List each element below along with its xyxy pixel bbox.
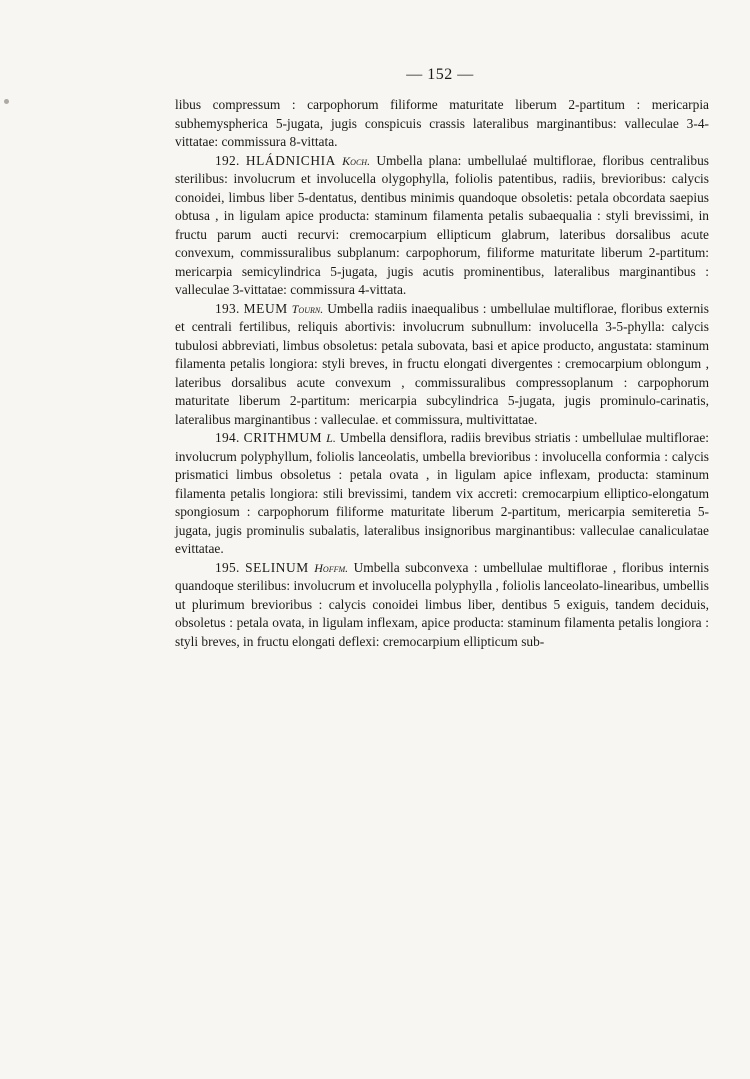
author-abbreviation: L. <box>326 431 336 445</box>
entry-meum <box>175 300 709 430</box>
paragraph-text: Umbella densiflora, radiis brevibus striatis : umbellulae multiflorae: involucrum polyphyllum, foliolis lanceolatis, umbella brevioribus : involucella conformia : calycis prismatici limbus obsoletus : petala ovata , in ligulam apice inflexam, producta: staminum filamenta petalis longiora: stili brevissimi, tandem vix accreti: cremocarpium elliptico-elongatum spongiosum : carpophorum filiforme maturitate liberum 2-partitum, mericarpia semiteretia 5-jugata, jugis prominulis subalatis, lateralibus insignoribus marginantibus: valleculae canaliculatae evittatae. <box>175 430 710 556</box>
author-abbreviation: Hoffm. <box>314 560 349 575</box>
paragraph-text: Umbella subconvexa : umbellulae multiflorae , floribus internis quandoque sterilibus: involucrum et involucella polyphylla , foliolis lanceolato-linearibus, umbellis ut plurimum brevioribus : calycis conoidei limbus liber, dentibus 5 exiguis, tandem deciduis, obsoletus : petala ovata, in ligulam inflexam, apice producta: staminum filamenta petalis longiora : styli breves, in fructu elongati deflexi: cremocarpium ellipticum sub- <box>175 559 709 649</box>
entry-number: 194. <box>215 430 240 445</box>
entry-crithmum <box>175 429 709 559</box>
paragraph-text: Umbella radiis inaequalibus : umbellulae multiflorae, floribus externis et centrali fertilibus, reliquis abortivis: involucrum subnullum: involucella 3-5-phylla: calycis tubulosi abbreviati, limbus obsoletus: petala subovata, basi et apice producto, angustata: staminum filamenta petalis longiora: styli breves, in fructu elongati divergentes : cremocarpium oblongum , lateribus dorsalibus acute convexum , commissuralibus compressoplanum : carpophorum maturitate liberum 2-partitum: mericarpia subcylindrica 5-jugata, jugis prominulo-carinatis, lateralibus marginantibus : valleculae. et commissura, multivittatae. <box>175 300 709 427</box>
genus-name: SELINUM <box>245 559 309 575</box>
ink-smudge <box>4 99 9 104</box>
page-number: — 152 — <box>406 66 474 83</box>
entry-hladnichia <box>175 152 709 300</box>
paragraph-text: Umbella plana: umbellulaé multiflorae, floribus centralibus sterilibus: involucrum et involucella olygophylla, foliolis patentibus, radiis, brevioribus: calycis conoidei, limbus liber 5-dentatus, dentibus minimis quandoque obsoletis: petala obcordata saepius obtusa , in ligulam apice producta: staminum filamenta petalis subaequalia : styli brevissimi, in fructu parum aucti recurvi: cremocarpium ellipticum glabrum, lateribus dorsalibus acute convexum, commissuralibus subplanum: carpophorum, filiforme maturitate liberum 2-partitum: mericarpia semicylindrica 5-jugata, jugis acutis prominentibus, lateralibus marginantibus : valleculae 3-vittatae: commissura 4-vittata. <box>175 152 709 297</box>
author-abbreviation: Tourn. <box>291 301 324 316</box>
genus-name: HLÁDNICHIA <box>245 152 336 168</box>
entry-number: 193. <box>215 300 240 316</box>
author-abbreviation: Koch. <box>342 153 371 168</box>
entry-selinum <box>175 559 709 652</box>
genus-name: CRITHMUM <box>243 430 323 445</box>
entry-number: 195. <box>215 559 240 575</box>
paragraph-text: libus compressum : carpophorum filiforme maturitate liberum 2-partitum : mericarpia subhemysphericа 5-jugata, jugis conspicuis crassis lateralibus marginantibus: valleculae 3-4-vittatae: commissura 8-vittata. <box>175 97 709 149</box>
genus-name: MEUM <box>243 300 288 316</box>
paragraph-continuation <box>175 96 709 152</box>
entry-number: 192. <box>215 152 240 168</box>
body-text <box>175 96 709 651</box>
